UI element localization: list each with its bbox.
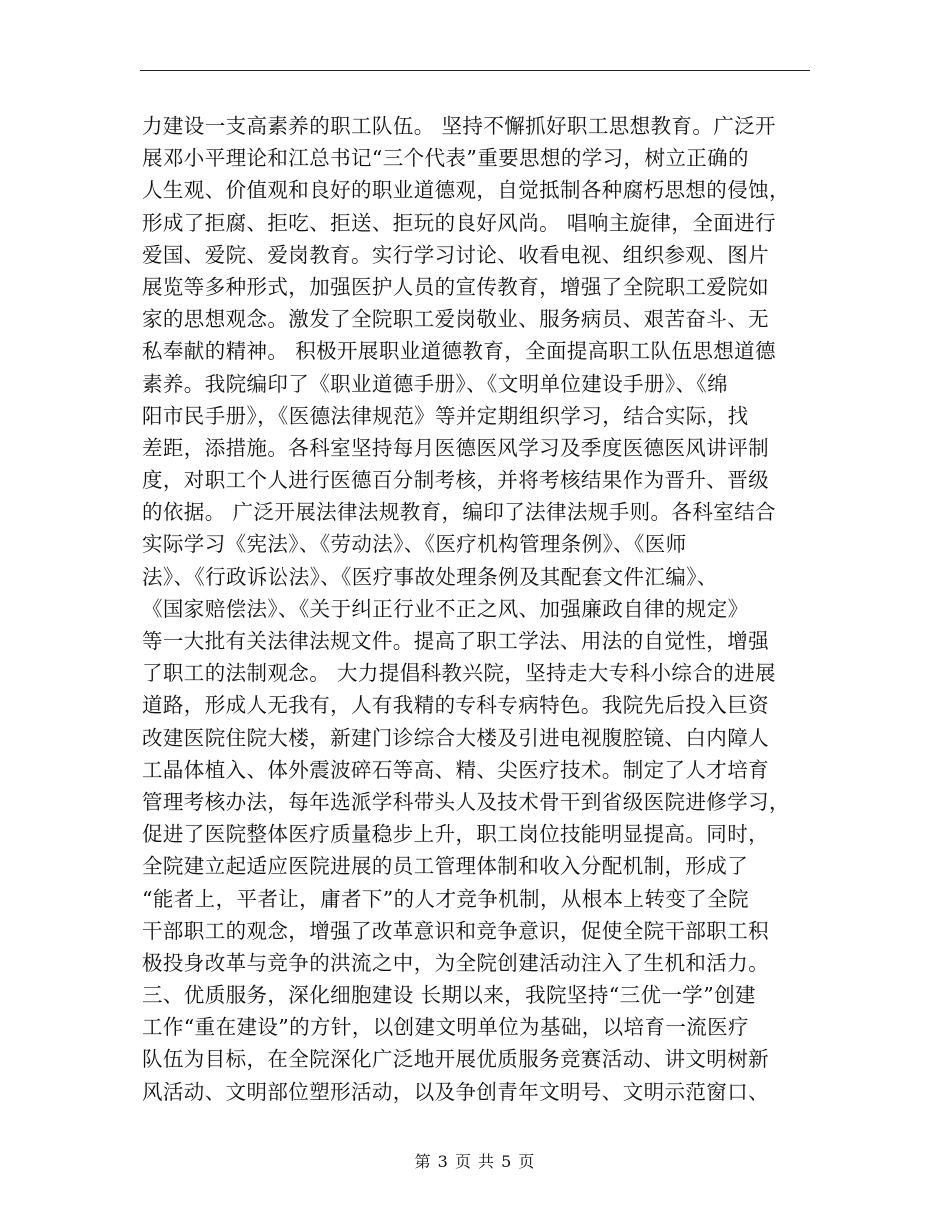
text-line: 工作“重在建设”的方针，以创建文明单位为基础，以培育一流医疗	[142, 1015, 749, 1040]
text-line: 力建设一支高素养的职工队伍。 坚持不懈抓好职工思想教育。广泛开	[142, 114, 776, 138]
text-line: 管理考核办法，每年选派学科带头人及技术骨干到省级医院进修学习，	[142, 789, 790, 814]
text-line: 道路，形成人无我有，人有我精的专科专病特色。我院先后投入巨资	[142, 693, 769, 718]
text-line: 队伍为目标，在全院深化广泛地开展优质服务竞赛活动、讲文明树新	[142, 1047, 769, 1072]
text-line: 等一大批有关法律法规文件。提高了职工学法、用法的自觉性，增强	[142, 629, 769, 653]
text-line: 家的思想观念。激发了全院职工爱岗敬业、服务病员、艰苦奋斗、无	[142, 307, 769, 332]
document-body	[142, 110, 822, 1108]
text-line: 三、优质服务，深化细胞建设 长期以来，我院坚持“三优一学”创建	[142, 983, 756, 1008]
text-line: 工晶体植入、体外震波碎石等高、精、尖医疗技术。制定了人才培育	[142, 757, 769, 782]
text-line: 爱国、爱院、爱岗教育。实行学习讨论、收看电视、组织参观、图片	[142, 242, 769, 267]
text-line: 了职工的法制观念。 大力提倡科教兴院，坚持走大专科小综合的进展	[142, 661, 776, 686]
text-line: 度，对职工个人进行医德百分制考核，并将考核结果作为晋升、晋级	[142, 468, 769, 493]
page-number: 第 3 页 共 5 页	[414, 1152, 536, 1171]
text-line: 素养。我院编印了《职业道德手册》、《文明单位建设手册》、《绵	[142, 371, 728, 396]
text-line: 全院建立起适应医院进展的员工管理体制和收入分配机制，形成了	[142, 854, 749, 879]
text-line: 实际学习《宪法》、《劳动法》、《医疗机构管理条例》、《医师	[142, 532, 687, 557]
text-line: 差距，添措施。各科室坚持每月医德医风学习及季度医德医风讲评制	[142, 435, 769, 460]
text-line: “能者上，平者让，庸者下”的人才竞争机制，从根本上转变了全院	[142, 886, 749, 911]
text-line: 私奉献的精神。 积极开展职业道德教育，全面提高职工队伍思想道德	[142, 339, 776, 364]
text-line: 展览等多种形式，加强医护人员的宣传教育，增强了全院职工爱院如	[142, 274, 769, 299]
text-line: 干部职工的观念，增强了改革意识和竞争意识，促使全院干部职工积	[142, 918, 769, 943]
text-line: 极投身改革与竞争的洪流之中，为全院创建活动注入了生机和活力。	[142, 950, 769, 975]
page-footer	[0, 1152, 950, 1172]
text-line: 促进了医院整体医疗质量稳步上升，职工岗位技能明显提高。同时，	[142, 822, 769, 847]
text-line: 展邓小平理论和江总书记“三个代表”重要思想的学习，树立正确的	[142, 146, 749, 171]
text-line: 形成了拒腐、拒吃、拒送、拒玩的良好风尚。 唱响主旋律，全面进行	[142, 210, 776, 235]
text-line: 阳市民手册》，《医德法律规范》等并定期组织学习，结合实际，找	[142, 403, 749, 428]
text-line: 法》、《行政诉讼法》、《医疗事故处理条例及其配套文件汇编》、	[142, 564, 718, 589]
text-line: 风活动、文明部位塑形活动，以及争创青年文明号、文明示范窗口、	[142, 1079, 769, 1104]
text-line: 《国家赔偿法》、《关于纠正行业不正之风、加强廉政自律的规定》	[142, 596, 749, 621]
text-line: 改建医院住院大楼，新建门诊综合大楼及引进电视腹腔镜、白内障人	[142, 725, 769, 750]
text-line: 人生观、价值观和良好的职业道德观，自觉抵制各种腐朽思想的侵蚀，	[142, 178, 790, 203]
header-rule	[140, 70, 810, 71]
text-line: 的依据。 广泛开展法律法规教育，编印了法律法规手则。各科室结合	[142, 500, 776, 525]
